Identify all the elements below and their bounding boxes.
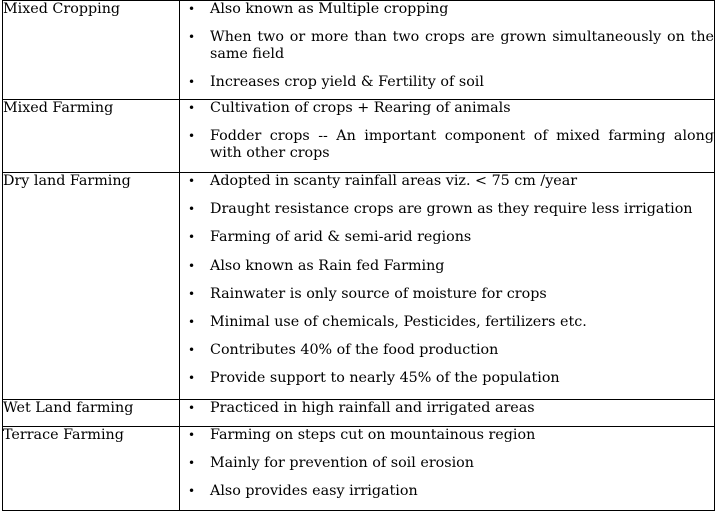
points-cell (180, 100, 715, 173)
point-text: Increases crop yield & Fertility of soil (210, 74, 484, 90)
bullet-icon: • (188, 129, 196, 143)
bullet-icon: • (188, 483, 196, 498)
list-item (180, 483, 714, 500)
list-item (180, 29, 714, 63)
point-text: Also provides easy irrigation (210, 482, 418, 499)
list-item (180, 286, 714, 303)
bullet-list (180, 173, 714, 387)
bullet-icon: • (188, 202, 196, 217)
point-text: Farming of arid & semi-arid regions (210, 229, 472, 246)
term-cell: Wet Land farming (3, 399, 180, 426)
farming-types-table (2, 0, 715, 511)
bullet-icon: • (188, 30, 196, 44)
list-item (180, 370, 714, 387)
point-text: Practiced in high rainfall and irrigated areas (210, 399, 535, 416)
list-item (180, 100, 714, 117)
bullet-icon: • (188, 75, 196, 89)
point-text: Contributes 40% of the food production (210, 342, 499, 359)
list-item (180, 74, 714, 91)
point-text: Farming on steps cut on mountainous region (210, 426, 536, 443)
bullet-icon: • (188, 174, 196, 188)
point-text: Minimal use of chemicals, Pesticides, fertilizers etc. (210, 313, 587, 330)
point-text: Rainwater is only source of moisture for crops (210, 285, 547, 302)
bullet-list (180, 1, 714, 91)
bullet-icon: • (188, 258, 196, 273)
table-row (3, 1, 715, 100)
list-item (180, 400, 714, 417)
bullet-icon: • (188, 427, 196, 442)
bullet-icon: • (188, 343, 196, 358)
list-item (180, 314, 714, 331)
point-text: Cultivation of crops + Rearing of animals (210, 100, 511, 116)
bullet-icon: • (188, 371, 196, 386)
point-text: Draught resistance crops are grown as they require less irrigation (210, 201, 693, 218)
points-cell (180, 426, 715, 510)
points-cell (180, 399, 715, 426)
bullet-icon: • (188, 455, 196, 470)
points-cell (180, 173, 715, 400)
table-row (3, 399, 715, 426)
list-item (180, 201, 714, 218)
list-item (180, 427, 714, 444)
bullet-icon: • (188, 314, 196, 329)
table-row (3, 426, 715, 510)
term-cell: Mixed Cropping (3, 1, 180, 100)
bullet-icon: • (188, 400, 196, 415)
list-item (180, 173, 714, 190)
table-row (3, 173, 715, 400)
table-row (3, 100, 715, 173)
term-cell: Terrace Farming (3, 426, 180, 510)
bullet-list (180, 100, 714, 162)
point-text: Also known as Multiple cropping (210, 1, 449, 17)
point-text: Provide support to nearly 45% of the population (210, 370, 560, 387)
bullet-list (180, 427, 714, 500)
list-item (180, 1, 714, 18)
bullet-icon: • (188, 230, 196, 245)
list-item (180, 229, 714, 246)
list-item (180, 342, 714, 359)
bullet-icon: • (188, 2, 196, 16)
bullet-icon: • (188, 101, 196, 115)
point-text: Also known as Rain fed Farming (210, 257, 445, 274)
bullet-icon: • (188, 286, 196, 301)
list-item (180, 455, 714, 472)
point-text: Mainly for prevention of soil erosion (210, 454, 474, 471)
point-text: Adopted in scanty rainfall areas viz. < 75 cm /year (210, 173, 578, 189)
bullet-list (180, 400, 714, 417)
list-item (180, 128, 714, 162)
term-cell: Dry land Farming (3, 173, 180, 400)
term-cell: Mixed Farming (3, 100, 180, 173)
point-text: When two or more than two crops are grown simultaneously on the same field (210, 29, 714, 62)
list-item (180, 258, 714, 275)
point-text: Fodder crops -- An important component of mixed farming along with other crops (210, 128, 714, 161)
points-cell (180, 1, 715, 100)
